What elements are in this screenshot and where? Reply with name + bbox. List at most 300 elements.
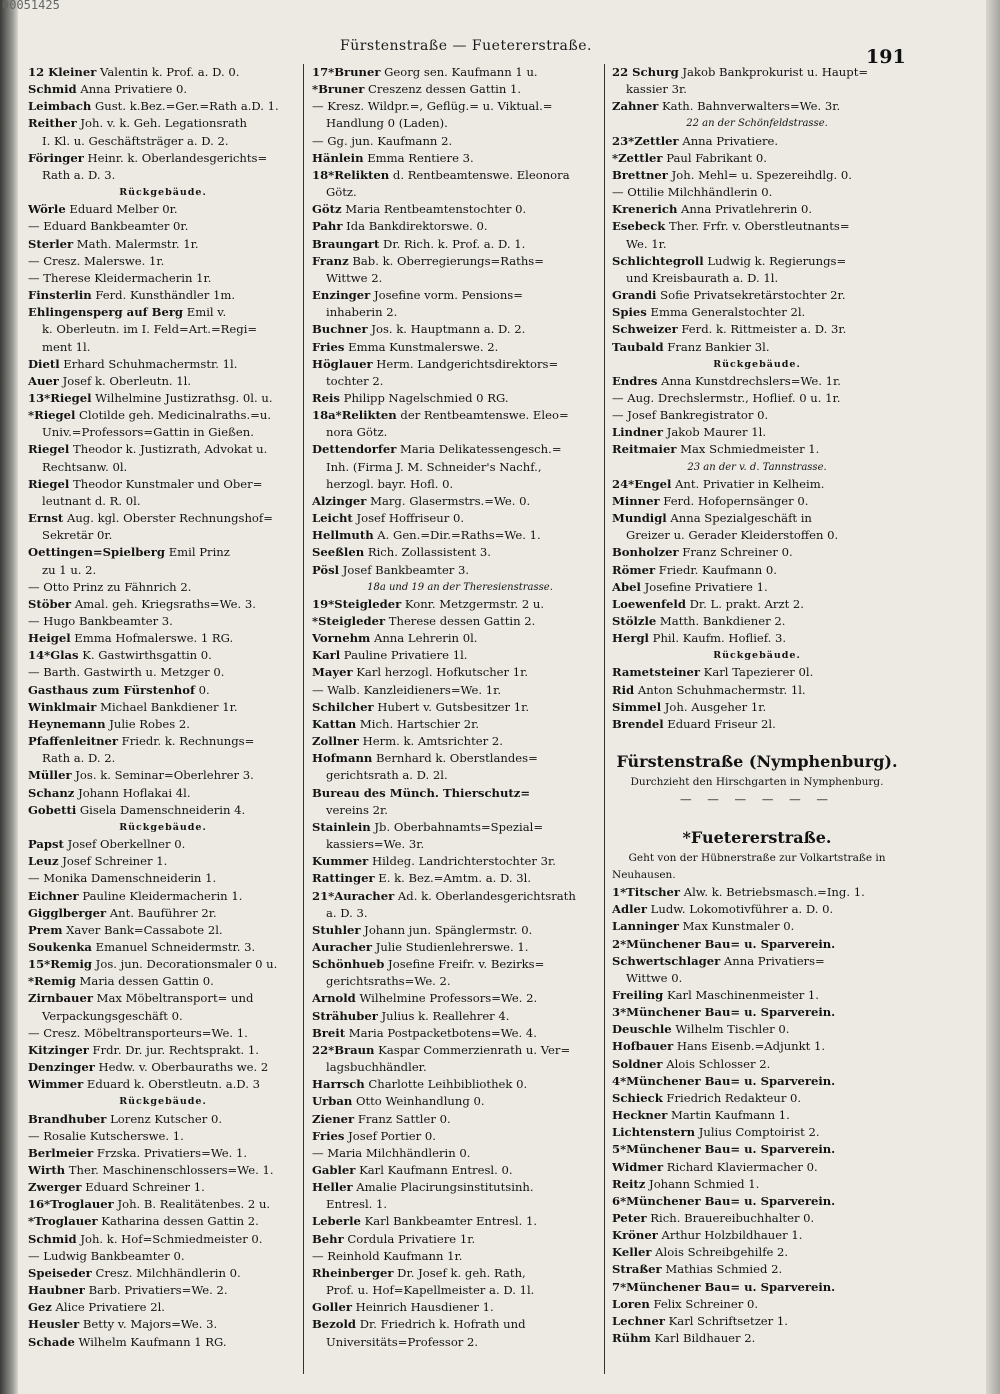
entry-details: Emma Hofmalerswe. 1 RG.: [70, 631, 234, 646]
resident-entry: [612, 1004, 902, 1021]
resident-entry: [612, 1090, 902, 1107]
entry-details: Franz Schreiner 0.: [678, 545, 793, 560]
resident-entry: [612, 1261, 902, 1278]
resident-entry: [612, 1279, 902, 1296]
street-heading: Fürstenstraße (Nymphenburg).: [616, 752, 898, 772]
resident-entry: [312, 733, 608, 750]
resident-entry: [28, 1179, 298, 1196]
entry-name: 16*Troglauer: [28, 1197, 114, 1212]
resident-entry: [612, 1313, 902, 1330]
resident-entry: [28, 356, 298, 373]
resident-entry: [312, 493, 608, 510]
entry-name: Schmid: [28, 82, 77, 97]
resident-entry: [28, 287, 298, 304]
resident-entry: [312, 98, 608, 115]
resident-entry: [28, 253, 298, 270]
entry-name: 19*Steigleder: [312, 596, 402, 611]
resident-entry: [612, 1141, 902, 1158]
resident-entry: [612, 562, 902, 579]
entry-continuation: k. Oberleutn. im I. Feld=Art.=Regi=: [42, 322, 258, 337]
entry-name: Mundigl: [612, 511, 667, 526]
entry-name: Braungart: [312, 236, 380, 251]
resident-entry: [28, 579, 298, 596]
entry-name: *Remig: [28, 974, 76, 989]
entry-name: Gobetti: [28, 802, 77, 817]
entry-details: Theodor k. Justizrath, Advokat u.: [69, 442, 268, 457]
entry-name: Schweizer: [612, 322, 678, 337]
entry-name: Oettingen=Spielberg: [28, 545, 166, 560]
entry-name: Heigel: [28, 631, 71, 646]
entry-details: Hans Eisenb.=Adjunkt 1.: [673, 1039, 826, 1054]
entry-name: Pahr: [312, 219, 343, 234]
entry-name: Widmer: [612, 1159, 664, 1174]
resident-entry: [612, 1227, 902, 1244]
entry-name: 14*Glas: [28, 648, 79, 663]
entry-name: 15*Remig: [28, 957, 92, 972]
resident-entry: [612, 64, 902, 81]
entry-details: Ad. k. Oberlandesgerichtsrath: [394, 888, 576, 903]
entry-details: Alois Schlosser 2.: [662, 1056, 771, 1071]
resident-entry: [612, 918, 902, 935]
resident-entry: [612, 1124, 902, 1141]
column-left: [28, 64, 298, 1351]
resident-entry: [28, 1162, 298, 1179]
entry-continuation: Rath a. D. 3.: [42, 167, 116, 182]
entry-details: Anna Privatiere.: [678, 133, 779, 148]
resident-entry: [612, 1330, 902, 1347]
resident-entry: [312, 441, 608, 458]
entry-details: Franz Bankier 3l.: [663, 339, 770, 354]
entry-details: Mathias Schmied 2.: [661, 1262, 783, 1277]
entry-details: Kath. Bahnverwalters=We. 3r.: [658, 99, 841, 114]
resident-entry: [612, 1038, 902, 1055]
resident-entry: [28, 1059, 298, 1076]
resident-entry: [312, 1316, 608, 1333]
entry-name: Denzinger: [28, 1060, 95, 1075]
entry-name: Stainlein: [312, 819, 371, 834]
entry-details: Johann jun. Spänglermstr. 0.: [360, 922, 533, 937]
entry-name: 22*Braun: [312, 1042, 375, 1057]
resident-entry: [612, 1210, 902, 1227]
entry-details: Math. Malermstr. 1r.: [73, 236, 199, 251]
entry-name: Rametsteiner: [612, 665, 700, 680]
resident-entry: [28, 1265, 298, 1282]
entry-details: Marg. Glasermstrs.=We. 0.: [366, 493, 531, 508]
resident-entry: [28, 853, 298, 870]
entry-name: 22 Schurg: [612, 65, 679, 79]
entry-details: Frdr. Dr. jur. Rechtsprakt. 1.: [88, 1042, 259, 1057]
resident-entry: [612, 630, 902, 647]
entry-details: Josefine Privatiere 1.: [640, 579, 768, 594]
entry-details: Kaspar Commerzienrath u. Ver=: [374, 1042, 571, 1057]
entry-name: Römer: [612, 562, 656, 577]
book-binding-shadow: [0, 0, 18, 1394]
entry-details: Jos. k. Seminar=Oberlehrer 3.: [71, 768, 254, 783]
resident-entry: [28, 973, 298, 990]
resident-entry: [612, 664, 902, 681]
entry-name: Kröner: [612, 1228, 658, 1243]
entry-name: Abel: [612, 579, 641, 594]
entry-name: Leberle: [312, 1214, 361, 1229]
section-subheading: Rückgebäude.: [713, 650, 801, 662]
resident-entry: [312, 1248, 608, 1265]
entry-name: Schlichtegroll: [612, 253, 704, 268]
entry-name: Schilcher: [312, 699, 374, 714]
resident-entry: [312, 939, 608, 956]
entry-name: Bureau des Münch. Thierschutz=: [312, 785, 531, 800]
entry-details: Dr. L. prakt. Arzt 2.: [685, 596, 804, 611]
entry-name: Lanninger: [612, 919, 679, 934]
entry-details: — Aug. Drechslermstr., Hoflief. 0 u. 1r.: [612, 390, 841, 405]
entry-details: Richard Klaviermacher 0.: [663, 1159, 818, 1174]
resident-entry: [312, 167, 608, 184]
entry-details: Katharina dessen Gattin 2.: [97, 1214, 259, 1229]
resident-entry: [612, 682, 902, 699]
entry-name: *Troglauer: [28, 1214, 98, 1229]
entry-details: — Ottilie Milchhändlerin 0.: [612, 185, 773, 200]
entry-name: 13*Riegel: [28, 390, 92, 405]
resident-entry: [312, 1076, 608, 1093]
entry-name: Müller: [28, 768, 72, 783]
resident-entry: [28, 81, 298, 98]
entry-name: Höglauer: [312, 356, 373, 371]
street-description: Durchzieht den Hirschgarten in Nymphenburg.: [630, 776, 884, 789]
entry-details: Karl herzogl. Hofkutscher 1r.: [352, 665, 529, 680]
entry-name: Rattinger: [312, 871, 375, 886]
resident-entry: [28, 1231, 298, 1248]
resident-entry: [28, 1111, 298, 1128]
entry-details: Josefine Freifr. v. Bezirks=: [384, 957, 545, 972]
resident-entry: [312, 510, 608, 527]
entry-continuation: Götz.: [326, 185, 357, 200]
entry-name: Prem: [28, 922, 63, 937]
resident-entry: [28, 613, 298, 630]
entry-name: Schönhueb: [312, 957, 385, 972]
entry-details: 0.: [194, 682, 210, 697]
resident-entry: [612, 218, 902, 235]
resident-entry: [612, 493, 902, 510]
entry-details: Maria dessen Gattin 0.: [75, 974, 214, 989]
entry-details: — Josef Bankregistrator 0.: [612, 408, 769, 423]
resident-entry: [28, 1025, 298, 1042]
entry-name: Heller: [312, 1180, 353, 1195]
resident-entry: [28, 990, 298, 1007]
resident-entry: [612, 1176, 902, 1193]
entry-name: Pfaffenleitner: [28, 734, 118, 749]
entry-details: Alois Schreibgehilfe 2.: [651, 1245, 789, 1260]
resident-entry: [612, 304, 902, 321]
page-edge-shadow: [986, 0, 1000, 1394]
entry-continuation: Handlung 0 (Laden).: [326, 116, 448, 131]
entry-name: Brettner: [612, 167, 668, 182]
resident-entry: [28, 115, 298, 132]
entry-name: Breit: [312, 1025, 346, 1040]
entry-name: Pösl: [312, 562, 340, 577]
entry-name: Strähuber: [312, 1008, 378, 1023]
running-title: Fürstenstraße — Fuetererstraße.: [340, 38, 592, 54]
resident-entry: [612, 407, 902, 424]
entry-details: Theodor Kunstmaler und Ober=: [69, 476, 263, 491]
resident-entry: [28, 373, 298, 390]
resident-entry: [612, 1296, 902, 1313]
entry-name: Fries: [312, 1128, 345, 1143]
entry-name: Bonholzer: [612, 545, 679, 560]
resident-entry: [28, 1145, 298, 1162]
entry-name: Finsterlin: [28, 288, 92, 303]
resident-entry: [28, 664, 298, 681]
resident-entry: [28, 905, 298, 922]
entry-name: Soukenka: [28, 939, 92, 954]
entry-name: Rid: [612, 682, 635, 697]
resident-entry: [312, 201, 608, 218]
entry-details: Anna Spezialgeschäft in: [666, 511, 812, 526]
entry-name: Behr: [312, 1231, 344, 1246]
entry-name: 6*Münchener Bau= u. Sparverein.: [612, 1193, 836, 1208]
entry-name: Buchner: [312, 322, 368, 337]
entry-name: *Steigleder: [312, 614, 386, 628]
entry-details: der Rentbeamtenswe. Eleo=: [396, 408, 569, 423]
entry-details: — Gg. jun. Kaufmann 2.: [312, 133, 453, 148]
entry-details: Eduard k. Oberstleutn. a.D. 3: [83, 1077, 260, 1092]
resident-entry: [612, 167, 902, 184]
resident-entry: [312, 750, 608, 767]
entry-name: Wörle: [28, 202, 66, 217]
entry-name: Berlmeier: [28, 1145, 94, 1160]
entry-continuation: Wittwe 0.: [626, 970, 683, 985]
resident-entry: [612, 699, 902, 716]
resident-entry: [28, 716, 298, 733]
entry-details: Bab. k. Oberregierungs=Raths=: [348, 253, 544, 268]
resident-entry: [312, 853, 608, 870]
resident-entry: [28, 1334, 298, 1351]
resident-entry: [28, 596, 298, 613]
resident-entry: [28, 699, 298, 716]
resident-entry: [312, 922, 608, 939]
blank-line: [612, 809, 902, 826]
entry-name: *Riegel: [28, 408, 76, 423]
entry-continuation: Greizer u. Gerader Kleiderstoffen 0.: [626, 528, 839, 543]
resident-entry: [312, 218, 608, 235]
entry-details: — Cresz. Malerswe. 1r.: [28, 253, 165, 268]
entry-name: Hofbauer: [612, 1039, 674, 1054]
resident-entry: [612, 1073, 902, 1090]
resident-entry: [28, 1248, 298, 1265]
resident-entry: [28, 1282, 298, 1299]
resident-entry: [28, 1128, 298, 1145]
entry-details: Jos. jun. Decorationsmaler 0 u.: [92, 957, 278, 972]
section-subheading: Rückgebäude.: [119, 1096, 207, 1108]
resident-entry: [312, 562, 608, 579]
entry-details: Georg sen. Kaufmann 1 u.: [380, 65, 538, 79]
resident-entry: [612, 1193, 902, 1210]
entry-details: Emil v.: [183, 305, 227, 320]
entry-details: Dr. Josef k. geh. Rath,: [393, 1265, 526, 1280]
entry-details: Josef Oberkellner 0.: [63, 837, 186, 852]
entry-details: Maria Delikatessengesch.=: [396, 442, 562, 457]
entry-details: Emanuel Schneidermstr. 3.: [91, 939, 256, 954]
entry-details: Philipp Nagelschmied 0 RG.: [339, 390, 509, 405]
resident-entry: [312, 596, 608, 613]
section-subheading: Rückgebäude.: [119, 187, 207, 199]
entry-details: Ant. Bauführer 2r.: [106, 905, 217, 920]
entry-name: Taubald: [612, 339, 664, 354]
entry-continuation: ment 1l.: [42, 339, 91, 354]
entry-details: Karl Bankbeamter Entresl. 1.: [360, 1214, 538, 1229]
resident-entry: [612, 1056, 902, 1073]
entry-details: Emma Kunstmalerswe. 2.: [344, 339, 499, 354]
resident-entry: [612, 901, 902, 918]
resident-entry: [28, 304, 298, 321]
entry-details: Friedr. k. Rechnungs=: [118, 734, 255, 749]
resident-entry: [28, 150, 298, 167]
scan-id: 00051425: [2, 0, 60, 12]
entry-name: Reither: [28, 116, 77, 131]
cross-reference-note: 18a und 19 an der Theresienstrasse.: [367, 581, 553, 593]
entry-name: Franz: [312, 253, 349, 268]
entry-name: Peter: [612, 1211, 647, 1225]
resident-entry: [312, 699, 608, 716]
entry-name: Brandhuber: [28, 1111, 107, 1126]
entry-details: Lorenz Kutscher 0.: [106, 1111, 223, 1126]
entry-details: Amalie Placirungsinstitutsinh.: [352, 1180, 534, 1195]
entry-details: Heinrich Hausdiener 1.: [351, 1300, 494, 1315]
resident-entry: [612, 596, 902, 613]
entry-continuation: Rechtsanw. 0l.: [42, 459, 128, 474]
entry-name: Stöber: [28, 596, 72, 611]
entry-name: Schanz: [28, 785, 75, 800]
entry-name: Leicht: [312, 511, 353, 526]
entry-name: Kitzinger: [28, 1042, 89, 1057]
resident-entry: [312, 888, 608, 905]
entry-name: Heynemann: [28, 716, 106, 731]
entry-details: Wilhelm Kaufmann 1 RG.: [74, 1334, 227, 1349]
entry-details: Ferd. Kunsthändler 1m.: [91, 288, 236, 303]
entry-details: Karl Maschinenmeister 1.: [663, 987, 819, 1002]
entry-name: Reis: [312, 390, 340, 405]
resident-entry: [312, 716, 608, 733]
entry-continuation: herzogl. bayr. Hofl. 0.: [326, 476, 454, 491]
entry-details: Herm. k. Amtsrichter 2.: [358, 734, 503, 749]
entry-name: Auer: [28, 373, 59, 388]
entry-details: Eduard Friseur 2l.: [663, 716, 776, 731]
entry-name: Soldner: [612, 1056, 663, 1071]
entry-continuation: Universitäts=Professor 2.: [326, 1334, 479, 1349]
entry-name: Rühm: [612, 1331, 651, 1346]
entry-name: Gigglberger: [28, 905, 107, 920]
entry-name: Deuschle: [612, 1022, 672, 1037]
entry-details: Karl Tapezierer 0l.: [700, 665, 814, 680]
entry-name: 17*Bruner: [312, 65, 381, 79]
section-subheading: Rückgebäude.: [713, 358, 801, 370]
entry-details: Eduard Melber 0r.: [65, 202, 178, 217]
entry-details: — Otto Prinz zu Fähnrich 2.: [28, 579, 192, 594]
entry-name: Bezold: [312, 1317, 357, 1332]
entry-details: Sofie Privatsekretärstochter 2r.: [656, 288, 846, 303]
resident-entry: [612, 613, 902, 630]
entry-details: — Therese Kleidermacherin 1r.: [28, 270, 212, 285]
resident-entry: [28, 390, 298, 407]
resident-entry: [28, 647, 298, 664]
entry-name: 18a*Relikten: [312, 408, 397, 423]
entry-name: Adler: [612, 902, 647, 917]
entry-continuation: tochter 2.: [326, 373, 384, 388]
resident-entry: [28, 785, 298, 802]
entry-details: Herm. Landgerichtsdirektors=: [372, 356, 559, 371]
entry-details: — Eduard Bankbeamter 0r.: [28, 219, 189, 234]
entry-name: Winklmair: [28, 699, 97, 714]
resident-entry: [28, 1316, 298, 1333]
entry-details: d. Rentbeamtenswe. Eleonora: [389, 167, 570, 182]
entry-name: 12 Kleiner: [28, 65, 97, 79]
entry-details: Gisela Damenschneiderin 4.: [76, 802, 246, 817]
resident-entry: [312, 1213, 608, 1230]
resident-entry: [312, 527, 608, 544]
resident-entry: [312, 64, 608, 81]
entry-continuation: und Kreisbaurath a. D. 1l.: [626, 270, 779, 285]
resident-entry: [28, 201, 298, 218]
entry-details: Max Schmiedmeister 1.: [676, 442, 820, 457]
resident-entry: [312, 682, 608, 699]
entry-details: Maria Postpacketbotens=We. 4.: [345, 1025, 537, 1040]
entry-details: Ida Bankdirektorswe. 0.: [342, 219, 488, 234]
entry-name: Eichner: [28, 888, 79, 903]
entry-name: Riegel: [28, 476, 70, 491]
entry-name: Minner: [612, 493, 660, 508]
column-rule: [303, 64, 304, 1374]
entry-details: Emil Prinz: [165, 545, 230, 560]
resident-entry: [28, 64, 298, 81]
resident-entry: [28, 767, 298, 784]
resident-entry: [28, 1213, 298, 1230]
entry-name: Hellmuth: [312, 528, 374, 543]
entry-name: Reitz: [612, 1176, 646, 1191]
entry-details: Josef Bankbeamter 3.: [339, 562, 470, 577]
entry-name: Ernst: [28, 511, 64, 526]
entry-details: Cresz. Milchhändlerin 0.: [91, 1265, 241, 1280]
entry-details: Anna Lehrerin 0l.: [370, 631, 478, 646]
entry-details: Bernhard k. Oberstlandes=: [372, 751, 538, 766]
entry-name: Schwertschlager: [612, 953, 721, 968]
entry-details: Amal. geh. Kriegsraths=We. 3.: [71, 596, 256, 611]
entry-details: Jakob Maurer 1l.: [663, 425, 767, 440]
resident-entry: [28, 1042, 298, 1059]
entry-details: — Walb. Kanzleidieners=We. 1r.: [312, 682, 502, 697]
entry-details: A. Gen.=Dir.=Raths=We. 1.: [373, 528, 541, 543]
page-number: 191: [866, 46, 906, 68]
entry-details: Dr. Rich. k. Prof. a. D. 1.: [379, 236, 526, 251]
entry-name: Kummer: [312, 854, 369, 869]
entry-details: — Cresz. Möbeltransporteurs=We. 1.: [28, 1025, 248, 1040]
resident-entry: [312, 1042, 608, 1059]
entry-details: — Reinhold Kaufmann 1r.: [312, 1248, 463, 1263]
resident-entry: [312, 253, 608, 270]
entry-name: Gabler: [312, 1163, 356, 1177]
entry-details: Max Möbeltransport= und: [92, 991, 254, 1006]
entry-name: Ehlingensperg auf Berg: [28, 305, 184, 320]
resident-entry: [612, 287, 902, 304]
resident-entry: [312, 870, 608, 887]
entry-name: Lechner: [612, 1313, 665, 1328]
entry-name: Wimmer: [28, 1077, 84, 1092]
entry-details: Friedrich Redakteur 0.: [662, 1090, 802, 1105]
entry-name: Gez: [28, 1300, 52, 1315]
entry-name: Karl: [312, 648, 341, 663]
entry-name: Endres: [612, 373, 658, 388]
entry-details: Valentin k. Prof. a. D. 0.: [96, 65, 240, 79]
entry-name: Alzinger: [312, 493, 367, 508]
entry-details: Jos. k. Hauptmann a. D. 2.: [367, 322, 526, 337]
resident-entry: [312, 1093, 608, 1110]
